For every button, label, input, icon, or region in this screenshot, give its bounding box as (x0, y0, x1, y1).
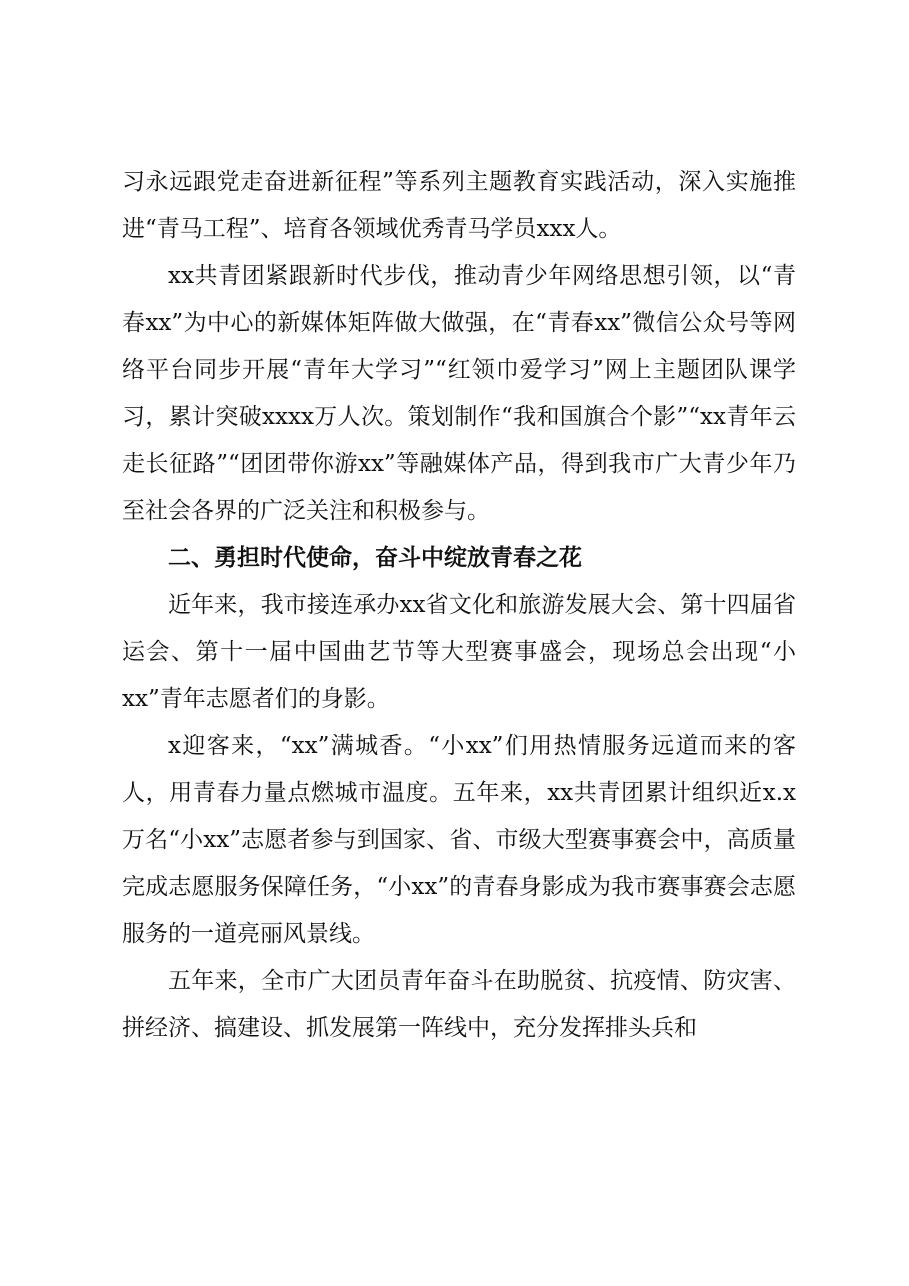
paragraph-five-years: 五年来，全市广大团员青年奋斗在助脱贫、抗疫情、防灾害、拼经济、搞建设、抓发展第一阵线中，充分发挥排头兵和 (122, 968, 796, 1041)
paragraph-events: 近年来，我市接连承办xx省文化和旅游发展大会、第十四届省运会、第十一届中国曲艺节等大型赛事盛会，现场总会出现“小xx”青年志愿者们的身影。 (122, 592, 796, 712)
paragraph-continuation: 习永远跟党走奋进新征程”等系列主题教育实践活动，深入实施推进“青马工程”、培育各领域优秀青马学员xxx人。 (122, 169, 796, 242)
paragraph-volunteers: x迎客来，“xx”满城香。“小xx”们用热情服务远道而来的客人，用青春力量点燃城市温度。五年来，xx共青团累计组织近x.x万名“小xx”志愿者参与到国家、省、市级大型赛事赛会中，高质量完成志愿服务保障任务，“小xx”的青春身影成为我市赛事赛会志愿服务的一道亮丽风景线。 (122, 733, 796, 947)
section-heading: 二、勇担时代使命，奋斗中绽放青春之花 (168, 545, 582, 571)
document-body (122, 159, 796, 1052)
paragraph-new-media: xx共青团紧跟新时代步伐，推动青少年网络思想引领，以“青春xx”为中心的新媒体矩阵做大做强，在“青春xx”微信公众号等网络平台同步开展“青年大学习”“红领巾爱学习”网上主题团队课学习，累计突破xxxx万人次。策划制作“我和国旗合个影”“xx青年云走长征路”“团团带你游xx”等融媒体产品，得到我市广大青少年乃至社会各界的广泛关注和积极参与。 (122, 263, 796, 524)
